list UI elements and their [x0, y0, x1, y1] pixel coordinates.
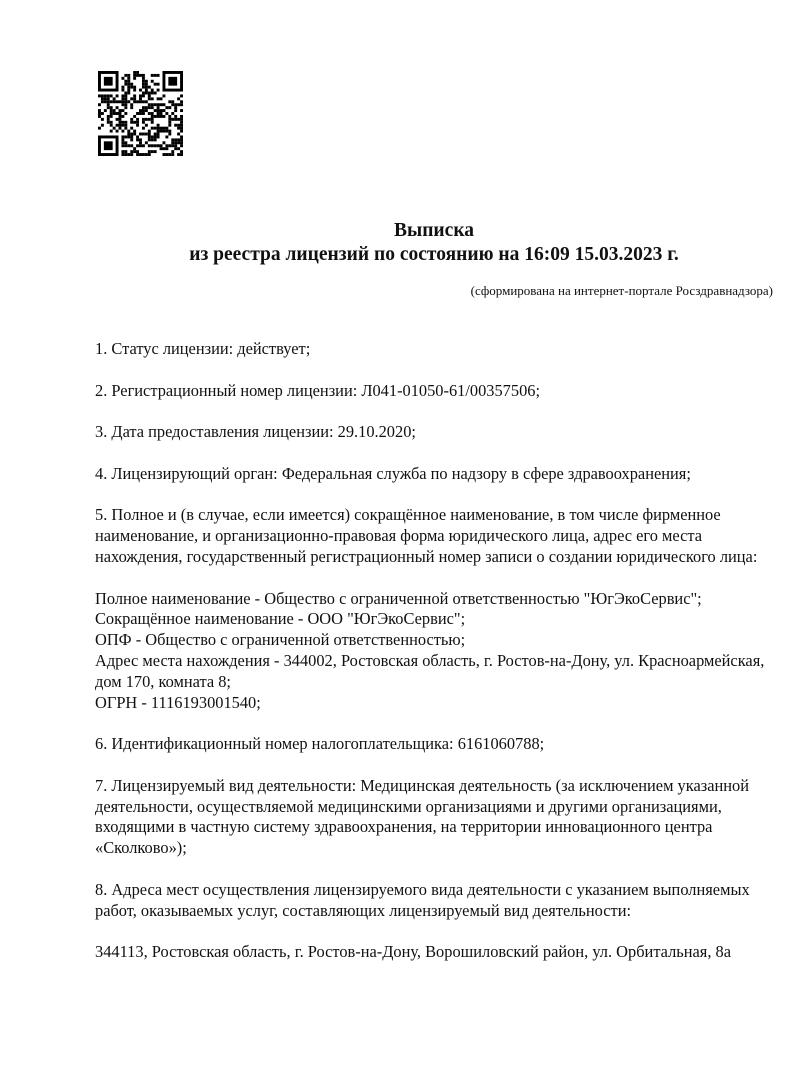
legal-entity-heading: 5. Полное и (в случае, если имеется) сокращённое наименование, в том числе фирменное наименование, и организационно-правовая форма юридического лица, адрес его места нахождения, государственный регистрационный номер записи о создании юридического лица: [95, 505, 758, 566]
entity-full-name: Полное наименование - Общество с ограниченной ответственностью "ЮгЭкоСервис"; [95, 588, 702, 608]
entity-ogrn: ОГРН - 1116193001540; [95, 692, 261, 712]
license-status: 1. Статус лицензии: действует; [95, 339, 311, 358]
title-line1: Выписка [393, 220, 475, 241]
title-line2: из реестра лицензий по состоянию на 16:09 15.03.2023 г. [189, 243, 679, 265]
document-body [95, 339, 773, 984]
entity-opf: ОПФ - Общество с ограниченной ответственностью; [95, 630, 466, 650]
qr-code-icon [98, 71, 183, 156]
activity-addresses-heading: 8. Адреса мест осуществления лицензируемого вида деятельности с указанием выполняемых работ, оказываемых услуг, составляющих лицензируемый вид деятельности: [95, 879, 750, 920]
taxpayer-inn: 6. Идентификационный номер налогоплательщика: 6161060788; [95, 734, 545, 754]
licensed-activity: 7. Лицензируемый вид деятельности: Медицинская деятельность (за исключением указанной деятельности, осуществляемой медицинскими организациями и другими организациями, входящими в частную систему здравоохранения, на территории инновационного центра «Сколково»); [95, 775, 749, 858]
licensing-authority: 4. Лицензирующий орган: Федеральная служба по надзору в сфере здравоохранения; [95, 463, 691, 483]
document-title [95, 219, 773, 266]
legal-entity-details [95, 589, 773, 714]
entity-legal-address: Адрес места нахождения - 344002, Ростовская область, г. Ростов-на-Дону, ул. Красноармейская, дом 170, комната 8; [95, 650, 765, 691]
entity-short-name: Сокращённое наименование - ООО "ЮгЭкоСервис"; [95, 609, 466, 629]
registration-number: 2. Регистрационный номер лицензии: Л041-01050-61/00357506; [95, 380, 541, 400]
activity-address: 344113, Ростовская область, г. Ростов-на-Дону, Ворошиловский район, ул. Орбитальная, 8а [95, 942, 732, 962]
document-subtitle: (сформирована на интернет-портале Росздравнадзора) [470, 283, 773, 298]
license-grant-date: 3. Дата предоставления лицензии: 29.10.2020; [95, 422, 416, 442]
